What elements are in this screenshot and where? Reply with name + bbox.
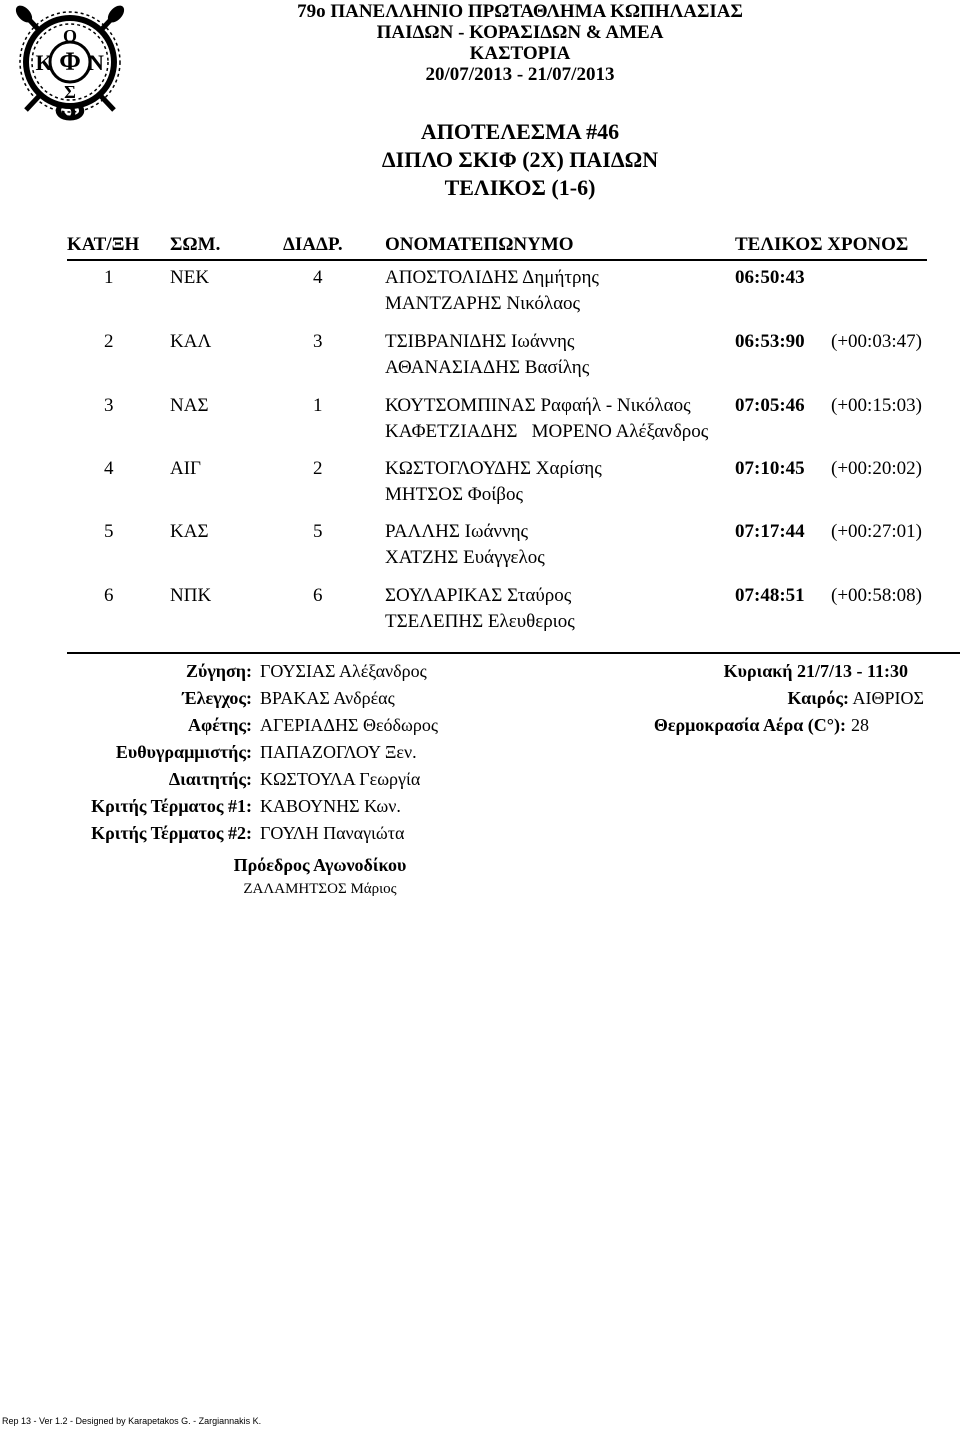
official-name: ΒΡΑΚΑΣ Ανδρέας [260,688,395,708]
president-title: Πρόεδρος Αγωνοδίκου [233,855,407,875]
official-name: ΚΑΒΟΥΝΗΣ Κων. [260,796,401,816]
athlete-1: ΚΟΥΤΣΟΜΠΙΝΑΣ Ραφαήλ - Νικόλαος [385,395,691,416]
athlete-2: ΜΗΤΣΟΣ Φοίβος [385,484,524,505]
time-diff: (+00:15:03) [831,395,922,416]
athlete-1: ΡΑΛΛΗΣ Ιωάννης [385,521,529,542]
lane: 3 [313,331,323,352]
logo-letter: Κ [35,50,53,75]
athlete-2: ΑΘΑΝΑΣΙΑΔΗΣ Βασίλης [385,357,590,378]
weather-label: Καιρός: [787,688,849,708]
club: ΝΕΚ [170,267,210,288]
col-rank-header: ΚΑΤ/ΞΗ [67,234,140,255]
logo-letter: Σ [64,82,76,102]
official-name: ΓΟΥΣΙΑΣ Αλέξανδρος [260,661,427,681]
time-diff: (+00:27:01) [831,521,922,542]
logo-letter: Ο [62,26,78,46]
logo-letter: Φ [59,47,81,76]
result-row [0,394,960,454]
result-row [0,457,960,517]
athlete-2: ΤΣΕΛΕΠΗΣ Ελευθεριος [385,611,575,632]
final-time: 07:05:46 [735,395,805,416]
official-name: ΠΑΠΑΖΟΓΛΟΥ Ξεν. [260,742,417,762]
weather-value: ΑΙΘΡΙΟΣ [852,688,924,708]
lane: 5 [313,521,323,542]
athlete-2: ΜΑΝΤΖΑΡΗΣ Νικόλαος [385,293,581,314]
oars-emblem-icon [10,2,130,130]
col-lane-header: ΔΙΑΔΡ. [283,234,343,255]
categories-title: ΠΑΙΔΩΝ - ΚΟΡΑΣΙΔΩΝ & ΑΜΕΑ [376,22,664,43]
lane: 4 [313,267,323,288]
final-time: 07:48:51 [735,585,805,606]
official-label: Κριτής Τέρματος #1: [91,796,252,816]
club: ΚΑΛ [170,331,212,352]
athlete-2: ΧΑΤΖΗΣ Ευάγγελος [385,547,545,568]
col-time-header: ΤΕΛΙΚΟΣ ΧΡΟΝΟΣ [735,234,909,255]
race-datetime: Κυριακή 21/7/13 - 11:30 [723,661,908,681]
time-diff: (+00:20:02) [831,458,922,479]
venue: ΚΑΣΤΟΡΙΑ [469,43,571,64]
result-row [0,330,960,390]
col-name-header: ΟΝΟΜΑΤΕΠΩΝΥΜΟ [385,234,574,255]
president-name: ΖΑΛΑΜΗΤΣΟΣ Μάριος [243,881,397,897]
athlete-2: ΚΑΦΕΤΖΙΑΔΗΣ ΜΟΡΕΝΟ Αλέξανδρος [385,421,709,442]
official-label: Διαιτητής: [168,769,252,789]
final-time: 06:50:43 [735,267,805,288]
lane: 1 [313,395,323,416]
athlete-1: ΤΣΙΒΡΑΝΙΔΗΣ Ιωάννης [385,331,575,352]
time-diff: (+00:03:47) [831,331,922,352]
rank: 2 [104,331,114,352]
logo-letter: Ν [88,50,104,75]
temperature-value: 28 [851,715,869,735]
event-dates: 20/07/2013 - 21/07/2013 [425,64,615,85]
official-label: Έλεγχος: [182,688,252,708]
final-time: 07:10:45 [735,458,805,479]
header-divider [67,259,927,261]
club: ΝΑΣ [170,395,209,416]
rank: 5 [104,521,114,542]
official-name: ΑΓΕΡΙΑΔΗΣ Θεόδωρος [260,715,438,735]
result-row [0,520,960,580]
race-stage: ΤΕΛΙΚΟΣ (1-6) [444,175,596,200]
result-row [0,584,960,644]
athlete-1: ΚΩΣΤΟΓΛΟΥΔΗΣ Χαρίσης [385,458,602,479]
report-footer: Rep 13 - Ver 1.2 - Designed by Karapetakos G. - Zargiannakis K. [2,1416,262,1426]
athlete-1: ΣΟΥΛΑΡΙΚΑΣ Σταύρος [385,585,572,606]
club: ΚΑΣ [170,521,209,542]
athlete-1: ΑΠΟΣΤΟΛΙΔΗΣ Δημήτρης [385,267,599,288]
time-diff: (+00:58:08) [831,585,922,606]
result-row [0,266,960,326]
rank: 1 [104,267,114,288]
results-divider [67,652,960,654]
official-name: ΓΟΥΛΗ Παναγιώτα [260,823,405,843]
lane: 6 [313,585,323,606]
championship-title: 79ο ΠΑΝΕΛΛΗΝΙΟ ΠΡΩΤΑΘΛΗΜΑ ΚΩΠΗΛΑΣΙΑΣ [297,1,743,22]
official-label: Κριτής Τέρματος #2: [91,823,252,843]
col-club-header: ΣΩΜ. [170,234,221,255]
result-title: ΑΠΟΤΕΛΕΣΜΑ #46 [420,119,620,144]
weather [640,687,924,709]
official-label: Ευθυγραμμιστής: [115,742,252,762]
event-name: ΔΙΠΛΟ ΣΚΙΦ (2Χ) ΠΑΙΔΩΝ [381,147,659,172]
official-label: Ζύγηση: [186,661,252,681]
official-name: ΚΩΣΤΟΥΛΑ Γεωργία [260,769,421,789]
lane: 2 [313,458,323,479]
temperature-label: Θερμοκρασία Αέρα (C°): [653,715,846,735]
federation-logo [10,2,130,130]
final-time: 06:53:90 [735,331,805,352]
official-label: Αφέτης: [187,715,252,735]
rank: 6 [104,585,114,606]
rank: 4 [104,458,114,479]
rank: 3 [104,395,114,416]
club: ΝΠΚ [170,585,212,606]
club: ΑΙΓ [170,458,202,479]
final-time: 07:17:44 [735,521,805,542]
